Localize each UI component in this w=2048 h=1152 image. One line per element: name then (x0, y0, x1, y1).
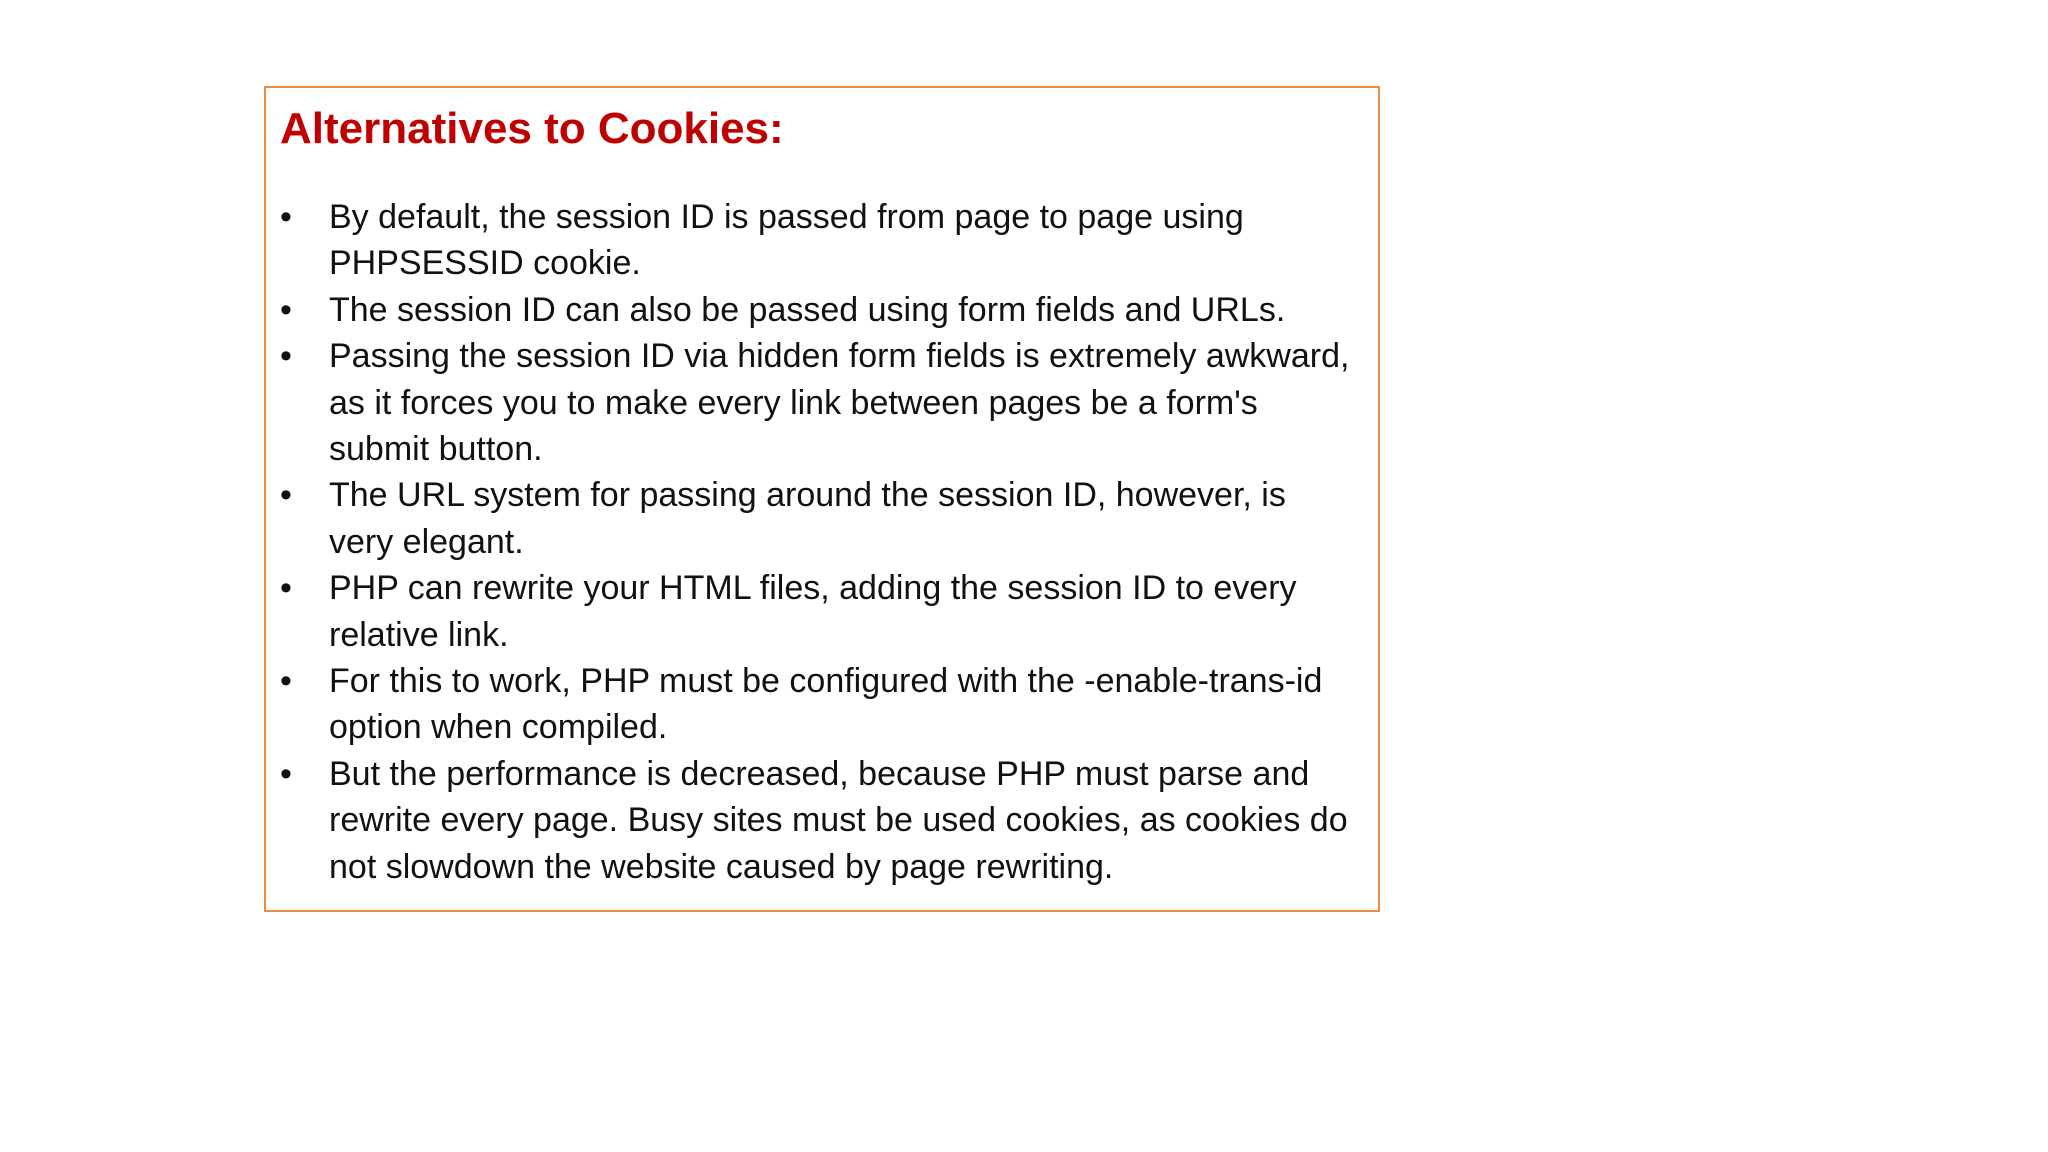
bullet-item (280, 751, 1358, 890)
bullet-dot-icon: • (280, 754, 292, 793)
bullet-dot-icon: • (280, 569, 292, 608)
bullet-text: But the performance is decreased, because PHP must parse and rewrite every page. Busy sites must be used cookies, as cookies do not slowdown the website caused by page rewriting. (329, 754, 1348, 886)
bullet-text: PHP can rewrite your HTML files, adding the session ID to every relative link. (329, 569, 1297, 654)
bullet-item (280, 194, 1358, 287)
bullet-dot-icon: • (280, 662, 292, 701)
bullet-dot-icon: • (280, 198, 292, 236)
bullet-text: Passing the session ID via hidden form fields is extremely awkward, as it forces you to make every link between pages be a form's submit button. (329, 337, 1350, 469)
bullet-item (280, 472, 1358, 565)
bullet-dot-icon: • (280, 476, 292, 515)
bullet-item (280, 565, 1358, 658)
bullet-text: The session ID can also be passed using form fields and URLs. (329, 290, 1286, 329)
bullet-dot-icon: • (280, 290, 292, 329)
bullet-text: For this to work, PHP must be configured with the -enable-trans-id option when compiled. (329, 662, 1323, 747)
bullet-item (280, 287, 1358, 333)
bullet-text: The URL system for passing around the session ID, however, is very elegant. (329, 476, 1286, 561)
bullet-item (280, 333, 1358, 472)
bullet-item (280, 658, 1358, 751)
bullet-dot-icon: • (280, 337, 292, 376)
bullet-list (280, 194, 1358, 890)
slide-title: Alternatives to Cookies: (280, 104, 784, 153)
content-box (264, 86, 1380, 912)
bullet-text: By default, the session ID is passed from page to page using PHPSESSID cookie. (329, 198, 1244, 283)
